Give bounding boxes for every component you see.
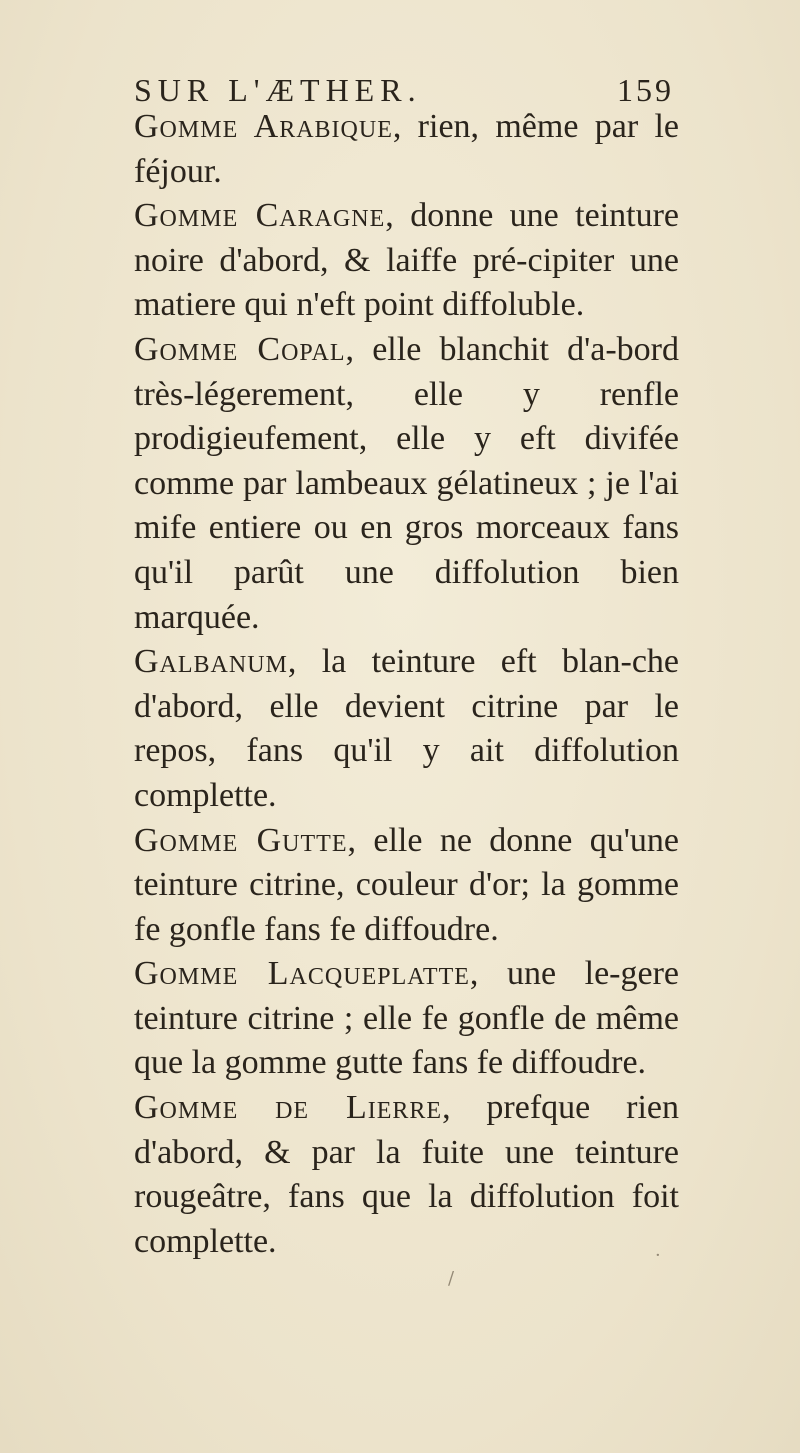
entry-body: , elle blanchit d'a-bord très-légerement, elle y renfle prodigieufement, elle y eft divifée comme par lambeaux gélatineux ; je l'ai mife entiere ou en gros morceaux fans qu'il parût une diffolution bien marquée. bbox=[134, 330, 679, 636]
entry-gomme-arabique bbox=[134, 105, 679, 194]
entry-body: , elle ne donne qu'une teinture citrine, couleur d'or; la gomme fe gonfle fans fe diffoudre. bbox=[134, 821, 679, 948]
entry-gomme-lacqueplatte bbox=[134, 952, 679, 1086]
entry-gomme-copal bbox=[134, 328, 679, 640]
entry-term: Gomme Lacqueplatte bbox=[134, 955, 470, 993]
paper-speck: / bbox=[448, 1268, 455, 1289]
text-body bbox=[134, 105, 679, 1264]
entry-gomme-caragne bbox=[134, 194, 679, 328]
entry-body: , la teinture eft blan-che d'abord, elle devient citrine par le repos, fans qu'il y ait diffolution complette. bbox=[134, 643, 679, 814]
entry-body: , prefque rien d'abord, & par la fuite une teinture rougeâtre, fans que la diffolution foit complette. bbox=[134, 1089, 679, 1260]
page-number: 159 bbox=[617, 72, 674, 108]
entry-gomme-gutte bbox=[134, 819, 679, 953]
entry-body: , rien, même par le féjour. bbox=[134, 108, 679, 190]
entry-galbanum bbox=[134, 640, 679, 818]
running-title: SUR L'ÆTHER. bbox=[134, 72, 422, 108]
entry-term: Gomme de Lierre bbox=[134, 1089, 443, 1127]
entry-body: , donne une teinture noire d'abord, & laiffe pré-cipiter une matiere qui n'eft point diffoluble. bbox=[134, 197, 679, 324]
entry-body: , une le-gere teinture citrine ; elle fe gonfle de même que la gomme gutte fans fe diffoudre. bbox=[134, 955, 679, 1082]
entry-term: Gomme Caragne bbox=[134, 197, 386, 235]
entry-gomme-de-lierre bbox=[134, 1086, 679, 1264]
entry-term: Gomme Arabique bbox=[134, 108, 393, 145]
entry-term: Gomme Gutte bbox=[134, 821, 348, 859]
entry-term: Gomme Copal bbox=[134, 330, 346, 368]
paper-speck: · bbox=[655, 1245, 661, 1266]
entry-term: Galbanum bbox=[134, 643, 288, 681]
